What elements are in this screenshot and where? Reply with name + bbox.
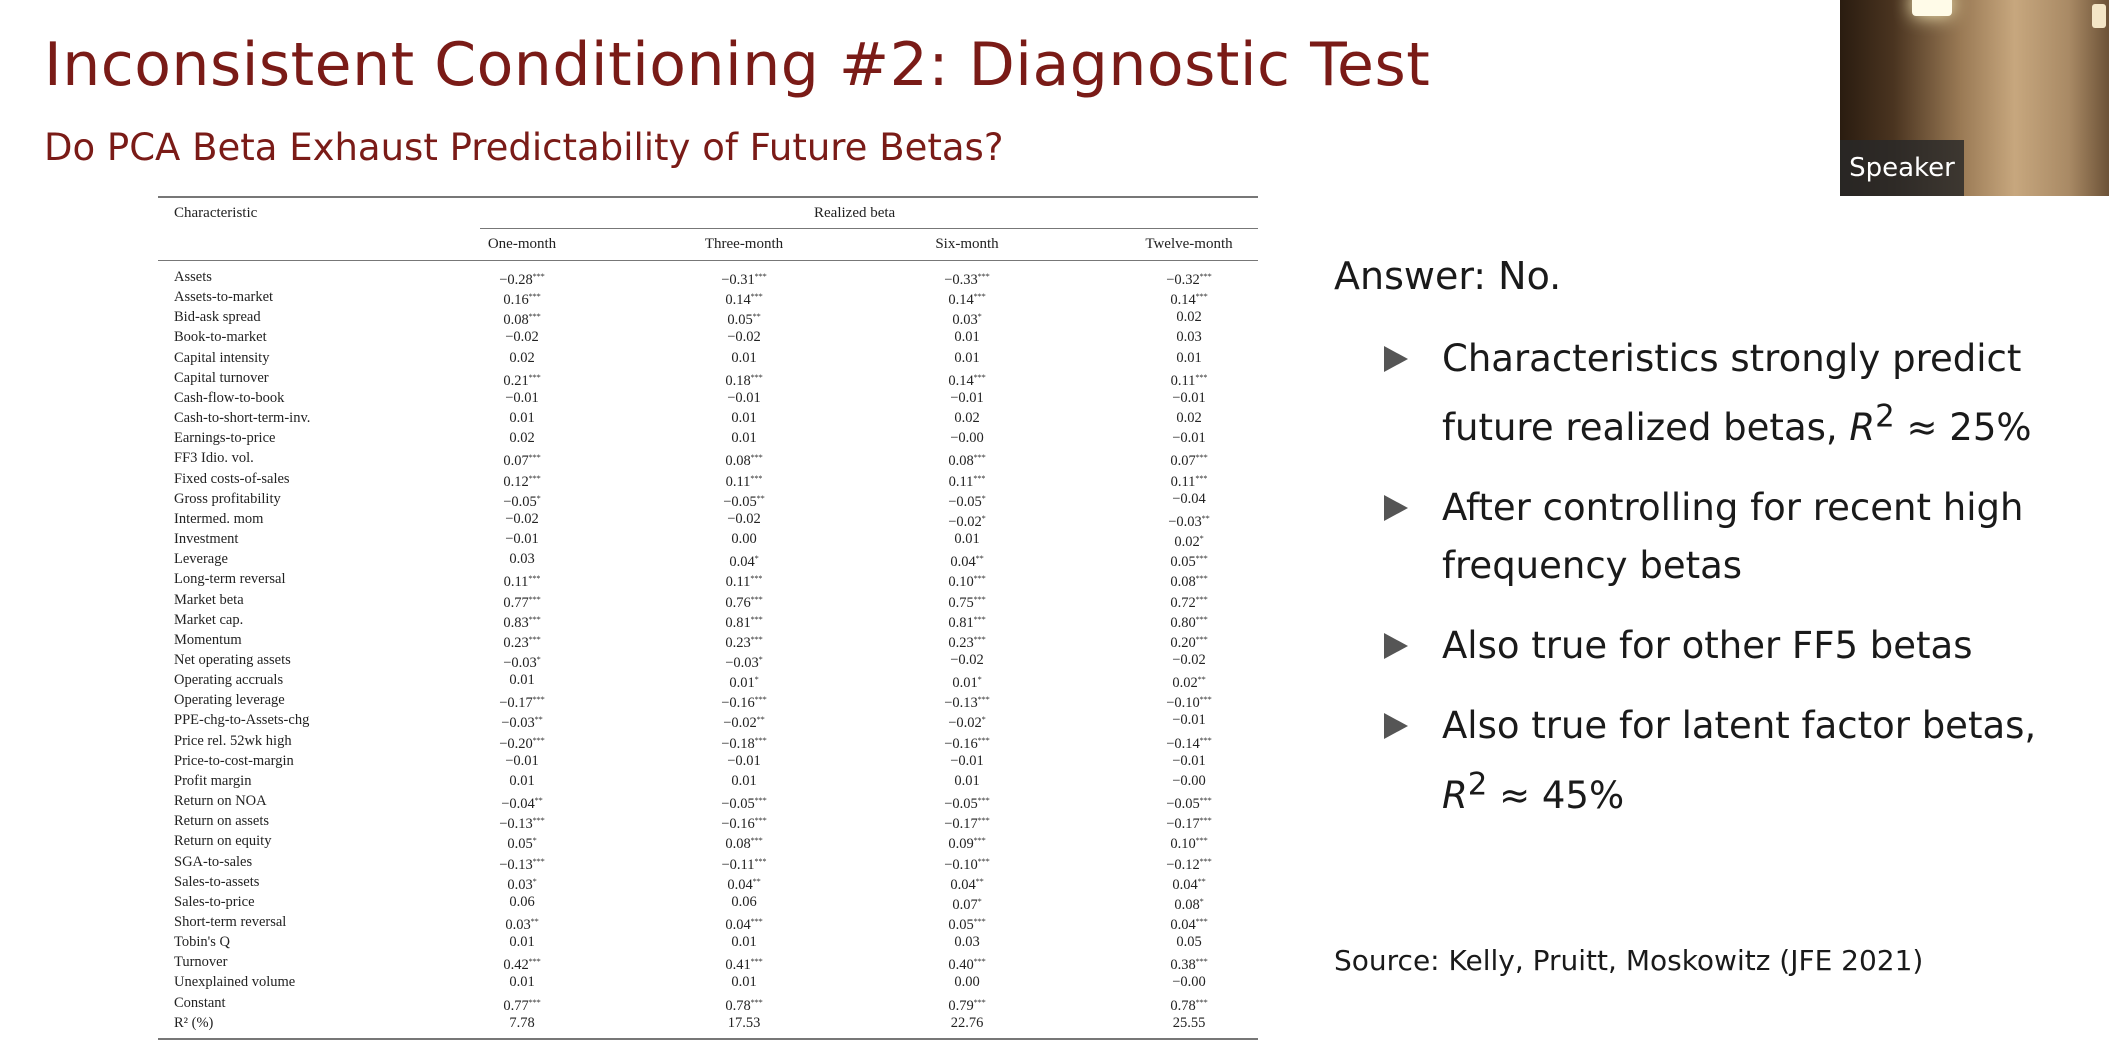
table-cell: 0.03* bbox=[507, 876, 537, 893]
table-cell: −0.16*** bbox=[944, 735, 990, 752]
table-row bbox=[158, 267, 1258, 287]
table-cell: 0.38*** bbox=[1170, 957, 1208, 974]
table-cell: −0.05*** bbox=[1166, 796, 1212, 813]
triangle-bullet-icon bbox=[1384, 346, 1408, 372]
table-cell: 0.01 bbox=[509, 672, 535, 689]
table-cell: 0.11*** bbox=[725, 574, 763, 591]
row-label: Bid-ask spread bbox=[174, 309, 261, 326]
table-cell: 0.11*** bbox=[503, 574, 541, 591]
table-cell: 0.72*** bbox=[1170, 594, 1208, 611]
table-row bbox=[158, 731, 1258, 751]
table-cell: 0.05* bbox=[507, 836, 537, 853]
table-cell: 0.04** bbox=[727, 876, 761, 893]
table-cell: 0.01 bbox=[731, 410, 757, 427]
row-label: Sales-to-price bbox=[174, 893, 255, 910]
triangle-bullet-icon bbox=[1384, 713, 1408, 739]
table-cell: 0.01 bbox=[954, 531, 980, 548]
table-cell: 25.55 bbox=[1172, 1014, 1206, 1031]
row-label: Operating accruals bbox=[174, 672, 284, 689]
column-header-six-month: Six-month bbox=[935, 236, 999, 252]
table-cell: 0.00 bbox=[954, 974, 980, 991]
row-label: Operating leverage bbox=[174, 692, 285, 709]
table-cell: −0.01 bbox=[505, 531, 539, 548]
table-cell: −0.00 bbox=[950, 430, 984, 447]
table-cell: 0.01* bbox=[952, 675, 982, 692]
table-cell: 0.14*** bbox=[948, 372, 986, 389]
table-cell: 0.02* bbox=[1174, 534, 1204, 551]
column-header-three-month: Three-month bbox=[704, 236, 784, 252]
row-label: SGA-to-sales bbox=[174, 853, 253, 870]
table-cell: −0.20*** bbox=[499, 735, 545, 752]
table-cell: 0.18*** bbox=[725, 372, 763, 389]
table-cell: 0.06 bbox=[731, 893, 757, 910]
table-cell: 0.08*** bbox=[1170, 574, 1208, 591]
table-row bbox=[158, 569, 1258, 589]
table-row bbox=[158, 327, 1258, 347]
table-cell: −0.28*** bbox=[499, 272, 545, 288]
table-cell: −0.01 bbox=[1172, 712, 1206, 729]
row-label: PPE-chg-to-Assets-chg bbox=[174, 712, 310, 729]
triangle-bullet-icon bbox=[1384, 495, 1408, 521]
table-cell: 0.08*** bbox=[503, 312, 541, 329]
table-cell: 0.77*** bbox=[503, 594, 541, 611]
table-cell: 0.04*** bbox=[1170, 917, 1208, 933]
table-cell: −0.02 bbox=[950, 651, 984, 668]
row-label: Return on NOA bbox=[174, 793, 267, 810]
table-row bbox=[158, 348, 1258, 368]
table-cell: −0.04 bbox=[1172, 490, 1206, 507]
row-label: Assets bbox=[174, 269, 212, 285]
table-cell: −0.05* bbox=[503, 493, 541, 510]
table-cell: 0.06 bbox=[509, 893, 535, 910]
table-cell: 0.23*** bbox=[503, 634, 541, 651]
bullet-text: Also true for other FF5 betas bbox=[1442, 624, 1973, 668]
table-cell: −0.32*** bbox=[1166, 272, 1212, 288]
table-cell: −0.14*** bbox=[1166, 735, 1212, 752]
table-cell: 0.07* bbox=[952, 896, 982, 913]
table-cell: 0.05*** bbox=[948, 917, 986, 933]
characteristic-header: Characteristic bbox=[174, 205, 258, 221]
row-label: Cash-flow-to-book bbox=[174, 389, 285, 406]
table-cell: 0.03 bbox=[954, 934, 980, 951]
table-cell: 0.02 bbox=[1176, 309, 1202, 326]
table-row bbox=[158, 529, 1258, 549]
table-cell: 0.14*** bbox=[948, 292, 986, 309]
table-cell: −0.00 bbox=[1172, 974, 1206, 991]
table-row bbox=[158, 952, 1258, 972]
table-cell: 0.07*** bbox=[503, 453, 541, 470]
row-label: Unexplained volume bbox=[174, 974, 296, 991]
table-cell: 0.20*** bbox=[1170, 634, 1208, 651]
row-label: Turnover bbox=[174, 954, 228, 971]
table-cell: 0.40*** bbox=[948, 957, 986, 974]
table-cell: −0.01 bbox=[727, 389, 761, 406]
table-cell: 0.01 bbox=[954, 349, 980, 366]
table-cell: −0.10*** bbox=[1166, 695, 1212, 712]
bullet-item bbox=[1380, 479, 2080, 595]
table-cell: 0.10*** bbox=[1170, 836, 1208, 853]
table-cell: 0.00 bbox=[731, 531, 757, 548]
table-cell: 0.04*** bbox=[725, 917, 763, 933]
table-row bbox=[158, 892, 1258, 912]
table-cell: −0.01 bbox=[505, 752, 539, 769]
row-label: Investment bbox=[174, 531, 239, 548]
table-cell: 0.08*** bbox=[948, 453, 986, 470]
table-row bbox=[158, 509, 1258, 529]
table-cell: −0.13*** bbox=[499, 816, 545, 833]
row-label: Return on equity bbox=[174, 833, 272, 850]
table-cell: −0.13*** bbox=[944, 695, 990, 712]
row-label: Price rel. 52wk high bbox=[174, 732, 292, 749]
table-cell: 0.01 bbox=[509, 410, 535, 427]
table-row bbox=[158, 307, 1258, 327]
table-cell: 0.02** bbox=[1172, 675, 1206, 692]
table-cell: −0.04** bbox=[501, 796, 543, 813]
triangle-bullet-icon bbox=[1384, 633, 1408, 659]
group-header-rule bbox=[480, 228, 1258, 229]
table-cell: 0.12*** bbox=[503, 473, 541, 490]
table-cell: −0.33*** bbox=[944, 272, 990, 288]
table-cell: 0.03 bbox=[1176, 329, 1202, 346]
row-label: Market beta bbox=[174, 591, 244, 608]
table-cell: 0.05** bbox=[727, 312, 761, 329]
table-cell: 0.23*** bbox=[948, 634, 986, 651]
table-cell: 0.02 bbox=[509, 430, 535, 447]
table-row bbox=[158, 610, 1258, 630]
table-row bbox=[158, 408, 1258, 428]
table-row bbox=[158, 590, 1258, 610]
table-cell: −0.01 bbox=[950, 389, 984, 406]
row-label: Sales-to-assets bbox=[174, 873, 260, 890]
table-cell: 0.11*** bbox=[948, 473, 986, 490]
row-label: Tobin's Q bbox=[174, 934, 230, 951]
table-cell: −0.01 bbox=[727, 752, 761, 769]
table-cell: 0.02 bbox=[1176, 410, 1202, 427]
table-cell: −0.16*** bbox=[721, 695, 767, 712]
column-header-one-month: One-month bbox=[487, 236, 557, 252]
table-cell: 0.01 bbox=[731, 934, 757, 951]
table-cell: 0.16*** bbox=[503, 292, 541, 309]
table-cell: −0.17*** bbox=[499, 695, 545, 712]
table-cell: 0.75*** bbox=[948, 594, 986, 611]
table-cell: 0.01 bbox=[509, 772, 535, 789]
table-cell: 0.14*** bbox=[725, 292, 763, 309]
table-cell: 0.03 bbox=[509, 551, 535, 568]
table-cell: 0.11*** bbox=[725, 473, 763, 490]
table-cell: 7.78 bbox=[509, 1014, 535, 1031]
table-row bbox=[158, 872, 1258, 892]
row-label: FF3 Idio. vol. bbox=[174, 450, 254, 467]
row-label: Long-term reversal bbox=[174, 571, 286, 588]
row-label: Capital turnover bbox=[174, 369, 269, 386]
table-cell: 0.08*** bbox=[725, 453, 763, 470]
table-cell: −0.03* bbox=[503, 654, 541, 671]
table-cell: −0.05*** bbox=[721, 796, 767, 813]
speaker-label: Speaker bbox=[1840, 140, 1964, 196]
table-cell: 0.01 bbox=[731, 772, 757, 789]
table-cell: 0.78*** bbox=[725, 997, 763, 1014]
table-cell: −0.05*** bbox=[944, 796, 990, 813]
table-row bbox=[158, 1013, 1258, 1033]
table-cell: 0.79*** bbox=[948, 997, 986, 1014]
header-bottom-rule bbox=[158, 260, 1258, 261]
table-cell: −0.18*** bbox=[721, 735, 767, 752]
table-cell: −0.01 bbox=[1172, 752, 1206, 769]
table-row bbox=[158, 972, 1258, 992]
table-row bbox=[158, 368, 1258, 388]
table-cell: 0.42*** bbox=[503, 957, 541, 974]
row-label: Net operating assets bbox=[174, 651, 291, 668]
table-row bbox=[158, 670, 1258, 690]
row-label: Profit margin bbox=[174, 772, 252, 789]
table-cell: −0.01 bbox=[1172, 389, 1206, 406]
table-cell: 0.83*** bbox=[503, 614, 541, 631]
table-top-rule bbox=[158, 196, 1258, 198]
bullet-list bbox=[1380, 330, 2080, 847]
table-cell: −0.02 bbox=[727, 510, 761, 527]
table-cell: 0.11*** bbox=[1170, 372, 1208, 389]
row-label: Constant bbox=[174, 994, 226, 1011]
table-cell: −0.11*** bbox=[721, 856, 767, 873]
row-label: Cash-to-short-term-inv. bbox=[174, 410, 311, 427]
table-cell: −0.10*** bbox=[944, 856, 990, 873]
row-label: Intermed. mom bbox=[174, 510, 264, 527]
table-cell: 0.77*** bbox=[503, 997, 541, 1014]
table-cell: 0.80*** bbox=[1170, 614, 1208, 631]
table-cell: −0.03* bbox=[725, 654, 763, 671]
table-row bbox=[158, 630, 1258, 650]
table-cell: 0.81*** bbox=[948, 614, 986, 631]
table-row bbox=[158, 852, 1258, 872]
table-row bbox=[158, 791, 1258, 811]
table-cell: 0.07*** bbox=[1170, 453, 1208, 470]
table-cell: 0.01 bbox=[731, 430, 757, 447]
row-label: Gross profitability bbox=[174, 490, 281, 507]
table-cell: −0.02 bbox=[505, 329, 539, 346]
row-label: Assets-to-market bbox=[174, 289, 274, 306]
table-cell: 0.01 bbox=[731, 974, 757, 991]
table-cell: −0.13*** bbox=[499, 856, 545, 873]
table-bottom-rule bbox=[158, 1038, 1258, 1040]
table-cell: 0.41*** bbox=[725, 957, 763, 974]
row-label: Return on assets bbox=[174, 813, 270, 830]
realized-beta-header: Realized beta bbox=[814, 205, 896, 221]
table-cell: −0.01 bbox=[950, 752, 984, 769]
bullet-text: Also true for latent factor betas, $R^2 \approx 45\%$ bbox=[1442, 704, 2037, 817]
table-cell: −0.05** bbox=[723, 493, 765, 510]
table-cell: −0.02 bbox=[1172, 651, 1206, 668]
lamp-light bbox=[2092, 4, 2106, 28]
speaker-video-thumbnail[interactable] bbox=[1840, 0, 2109, 196]
table-cell: 17.53 bbox=[727, 1014, 761, 1031]
bullet-text: Characteristics strongly predict future realized betas, $R^2 \approx 25\%$ bbox=[1442, 337, 2032, 450]
table-cell: −0.12*** bbox=[1166, 856, 1212, 873]
table-cell: −0.17*** bbox=[1166, 816, 1212, 833]
table-cell: 0.01* bbox=[729, 675, 759, 692]
bullet-text: After controlling for recent high frequency betas bbox=[1442, 486, 2024, 588]
table-row bbox=[158, 831, 1258, 851]
row-label: Short-term reversal bbox=[174, 914, 287, 930]
table-cell: 0.04** bbox=[950, 554, 984, 571]
table-cell: 0.08*** bbox=[725, 836, 763, 853]
row-label: Leverage bbox=[174, 551, 228, 568]
table-cell: 0.21*** bbox=[503, 372, 541, 389]
row-label: Price-to-cost-margin bbox=[174, 752, 294, 769]
table-cell: 0.01 bbox=[731, 349, 757, 366]
table-cell: −0.02* bbox=[948, 513, 986, 530]
table-cell: 0.01 bbox=[509, 974, 535, 991]
table-row bbox=[158, 469, 1258, 489]
slide-title: Inconsistent Conditioning #2: Diagnostic Test bbox=[44, 30, 1431, 100]
row-label: Fixed costs-of-sales bbox=[174, 470, 290, 487]
table-cell: 0.10*** bbox=[948, 574, 986, 591]
table-row bbox=[158, 771, 1258, 791]
row-label: Book-to-market bbox=[174, 329, 267, 346]
table-row bbox=[158, 993, 1258, 1013]
table-cell: 0.09*** bbox=[948, 836, 986, 853]
table-cell: −0.00 bbox=[1172, 772, 1206, 789]
table-row bbox=[158, 751, 1258, 771]
table-cell: −0.17*** bbox=[944, 816, 990, 833]
table-row bbox=[158, 428, 1258, 448]
table-row bbox=[158, 650, 1258, 670]
table-cell: −0.03** bbox=[1168, 513, 1210, 530]
answer-text: Answer: No. bbox=[1334, 254, 1562, 298]
table-cell: 0.03** bbox=[505, 917, 539, 933]
table-cell: 0.02 bbox=[954, 410, 980, 427]
row-label: Earnings-to-price bbox=[174, 430, 276, 447]
row-label: Momentum bbox=[174, 631, 242, 648]
table-row bbox=[158, 489, 1258, 509]
table-row bbox=[158, 448, 1258, 468]
slide-subtitle: Do PCA Beta Exhaust Predictability of Future Betas? bbox=[44, 126, 1004, 169]
table-cell: 0.01 bbox=[954, 329, 980, 346]
table-cell: 0.01 bbox=[509, 934, 535, 951]
table-row bbox=[158, 932, 1258, 952]
table-cell: 0.03* bbox=[952, 312, 982, 329]
table-cell: 0.23*** bbox=[725, 634, 763, 651]
column-header-twelve-month: Twelve-month bbox=[1145, 236, 1233, 252]
bullet-item bbox=[1380, 617, 2080, 675]
table-cell: 0.02 bbox=[509, 349, 535, 366]
table-cell: 0.01 bbox=[954, 772, 980, 789]
table-cell: 0.08* bbox=[1174, 896, 1204, 913]
table-cell: 0.76*** bbox=[725, 594, 763, 611]
table-cell: 22.76 bbox=[950, 1014, 984, 1031]
table-row bbox=[158, 710, 1258, 730]
table-row bbox=[158, 388, 1258, 408]
table-cell: 0.05*** bbox=[1170, 554, 1208, 571]
table-row bbox=[158, 690, 1258, 710]
table-cell: 0.14*** bbox=[1170, 292, 1208, 309]
table-row bbox=[158, 912, 1258, 932]
table-cell: 0.04** bbox=[950, 876, 984, 893]
table-cell: −0.03** bbox=[501, 715, 543, 732]
table-cell: 0.78*** bbox=[1170, 997, 1208, 1014]
table-cell: −0.05* bbox=[948, 493, 986, 510]
row-label: R² (%) bbox=[174, 1014, 214, 1031]
table-body bbox=[158, 267, 1258, 1033]
table-cell: −0.31*** bbox=[721, 272, 767, 288]
table-row bbox=[158, 287, 1258, 307]
row-label: Market cap. bbox=[174, 611, 244, 628]
table-cell: −0.02 bbox=[505, 510, 539, 527]
table-cell: 0.04** bbox=[1172, 876, 1206, 893]
bullet-item bbox=[1380, 697, 2080, 824]
table-cell: −0.01 bbox=[505, 389, 539, 406]
table-cell: −0.02 bbox=[727, 329, 761, 346]
table-cell: −0.02** bbox=[723, 715, 765, 732]
bullet-item bbox=[1380, 330, 2080, 457]
table-cell: 0.81*** bbox=[725, 614, 763, 631]
table-cell: −0.01 bbox=[1172, 430, 1206, 447]
table-cell: −0.16*** bbox=[721, 816, 767, 833]
table-cell: 0.04* bbox=[729, 554, 759, 571]
source-citation: Source: Kelly, Pruitt, Moskowitz (JFE 2021) bbox=[1334, 944, 1924, 977]
row-label: Capital intensity bbox=[174, 349, 270, 366]
lamp-light bbox=[1912, 0, 1952, 16]
table-row bbox=[158, 811, 1258, 831]
table-cell: −0.02* bbox=[948, 715, 986, 732]
table-cell: 0.01 bbox=[1176, 349, 1202, 366]
table-cell: 0.11*** bbox=[1170, 473, 1208, 490]
table-cell: 0.05 bbox=[1176, 934, 1202, 951]
table-row bbox=[158, 549, 1258, 569]
